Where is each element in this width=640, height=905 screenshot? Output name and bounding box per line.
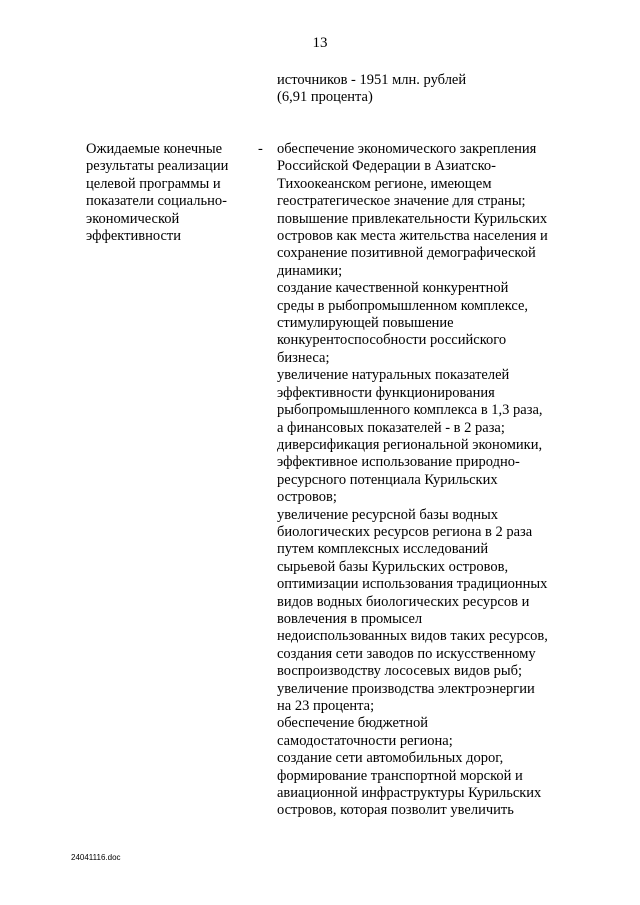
body-line: островов; [277,489,337,506]
body-line: создание качественной конкурентной [277,280,509,297]
body-line: создания сети заводов по искусственному [277,645,536,662]
label-line: результаты реализации [86,158,229,175]
body-line: биологических ресурсов региона в 2 раза [277,523,533,540]
label-line: эффективности [86,228,181,245]
section-label [86,141,228,245]
body-line: конкурентоспособности российского [277,332,507,349]
section-dash: - [258,141,263,157]
body-line: путем комплексных исследований [277,541,489,558]
label-line: экономической [86,210,180,227]
body-line: среды в рыбопромышленном комплексе, [277,297,529,314]
body-line: сырьевой базы Курильских островов, [277,558,509,575]
section-body [277,141,548,820]
footer-filename: 24041116.doc [71,853,121,862]
body-line: увеличение производства электроэнергии [277,680,535,697]
body-line: геостратегическое значение для страны; [277,193,526,210]
label-line: показатели социально- [86,193,227,210]
text-line: (6,91 процента) [277,89,373,106]
body-line: островов, которая позволит увеличить [277,802,514,819]
body-line: обеспечение экономического закрепления [277,141,537,157]
body-line: эффективности функционирования [277,384,495,401]
body-line: повышение привлекательности Курильских [277,210,548,227]
body-line: бизнеса; [277,349,330,366]
label-line: целевой программы и [86,175,221,192]
body-line: вовлечения в промысел [277,610,423,627]
body-line: видов водных биологических ресурсов и [277,593,530,610]
body-line: воспроизводству лососевых видов рыб; [277,663,523,680]
continuation-text [277,72,466,107]
body-line: самодостаточности региона; [277,732,453,749]
body-line: сохранение позитивной демографической [277,245,536,262]
body-line: недоиспользованных видов таких ресурсов, [277,628,548,645]
body-line: на 23 процента; [277,698,375,714]
body-line: Российской Федерации в Азиатско- [277,158,497,175]
body-line: рыбопромышленного комплекса в 1,3 раза, [277,402,543,419]
body-line: создание сети автомобильных дорог, [277,750,504,767]
body-line: авиационной инфраструктуры Курильских [277,785,542,802]
body-line: динамики; [277,262,343,279]
body-line: формирование транспортной морской и [277,767,523,784]
text-line: источников - 1951 млн. рублей [277,72,467,88]
body-line: а финансовых показателей - в 2 раза; [277,419,505,436]
body-line: обеспечение бюджетной [277,715,429,732]
body-line: островов как места жительства населения и [277,228,548,245]
body-line: диверсификация региональной экономики, [277,436,543,453]
body-line: оптимизации использования традиционных [277,576,548,593]
body-line: ресурсного потенциала Курильских [277,471,498,488]
label-line: Ожидаемые конечные [86,141,223,157]
body-line: увеличение ресурсной базы водных [277,506,498,523]
body-line: Тихоокеанском регионе, имеющем [277,175,492,192]
body-line: эффективное использование природно- [277,454,520,471]
page-number: 13 [312,35,328,51]
body-line: увеличение натуральных показателей [277,367,510,384]
body-line: стимулирующей повышение [277,315,454,332]
